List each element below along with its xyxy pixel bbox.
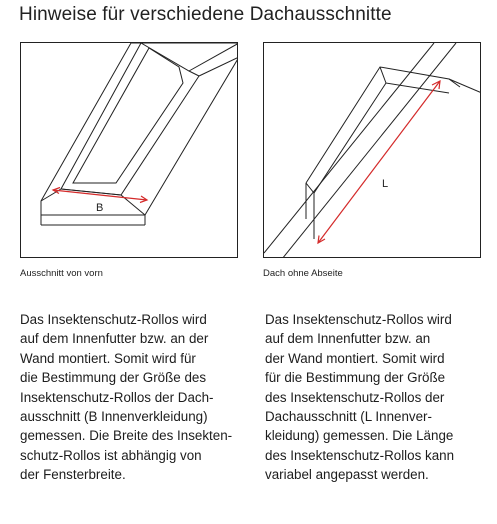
text-line: Insektenschutz-Rollos der Dach- <box>20 389 214 405</box>
front-view-description <box>20 310 248 485</box>
text-line: Wand montiert. Somit wird für <box>20 350 196 366</box>
text-line: variabel angepasst werden. <box>265 467 429 483</box>
text-line: des Insektenschutz-Rollos der <box>265 389 445 405</box>
dimension-label-b: B <box>96 202 104 214</box>
text-line: schutz-Rollos ist abhängig von <box>20 447 202 463</box>
roof-slope-inner <box>264 43 434 253</box>
text-line: kleidung) gemessen. Die Länge <box>265 428 454 444</box>
text-line: Das Insektenschutz-Rollos wird <box>265 312 452 327</box>
text-line: gemessen. Die Breite des Insekten- <box>20 428 233 444</box>
text-line: auf dem Innenfutter bzw. an <box>265 331 431 347</box>
text-line: Dachausschnitt (L Innenver- <box>265 409 432 425</box>
lining-outline <box>41 43 238 215</box>
roof-section-description <box>265 310 493 485</box>
window-frame-outer <box>61 43 199 195</box>
text-line: für die Bestimmung der Größe <box>265 370 446 386</box>
front-view-drawing <box>21 43 238 258</box>
text-line: der Wand montiert. Somit wird <box>265 350 445 366</box>
roof-section-diagram <box>263 42 481 258</box>
front-view-diagram <box>20 42 238 258</box>
dimension-label-l: L <box>382 178 389 190</box>
roof-section-drawing <box>264 43 481 258</box>
page-title: Hinweise für verschiedene Dachausschnitte <box>19 4 392 25</box>
text-line: ausschnitt (B Innenverkleidung) <box>20 409 208 425</box>
text-line: der Fensterbreite. <box>20 467 126 483</box>
text-line: auf dem Innenfutter bzw. an der <box>20 331 209 347</box>
text-line: die Bestimmung der Größe des <box>20 370 207 386</box>
text-line: des Insektenschutz-Rollos kann <box>265 447 455 463</box>
length-dimension-arrow <box>318 81 440 243</box>
roof-section-caption: Dach ohne Abseite <box>263 268 343 279</box>
text-line: Das Insektenschutz-Rollos wird <box>20 312 207 327</box>
front-view-caption: Ausschnitt von vorn <box>20 268 103 279</box>
